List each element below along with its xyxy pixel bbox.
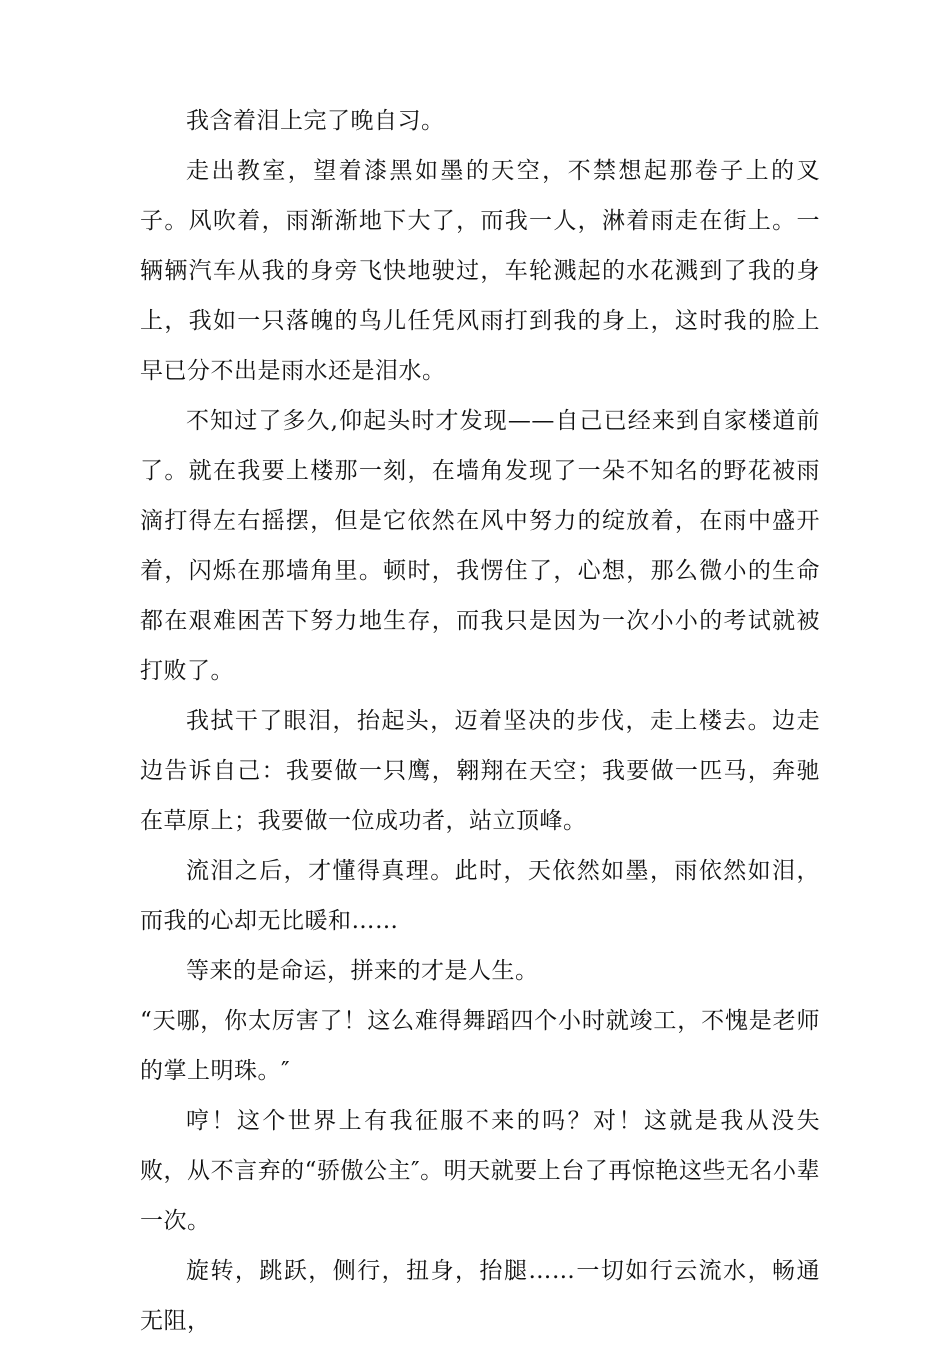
paragraph: 我拭干了眼泪，抬起头，迈着坚决的步伐，走上楼去。边走边告诉自己：我要做一只鹰，翱翔在天空；我要做一匹马，奔驰在草原上；我要做一位成功者，站立顶峰。 [140,708,820,834]
paragraph: 不知过了多久,仰起头时才发现——自己已经来到自家楼道前了。就在我要上楼那一刻，在墙角发现了一朵不知名的野花被雨滴打得左右摇摆，但是它依然在风中努力的绽放着，在雨中盛开着，闪烁在那墙角里。顿时，我愣住了，心想，那么微小的生命都在艰难困苦下努力地生存，而我只是因为一次小小的考试就被打败了。 [140,408,820,684]
paragraph: 走出教室，望着漆黑如墨的天空，不禁想起那卷子上的叉子。风吹着，雨渐渐地下大了，而我一人，淋着雨走在街上。一辆辆汽车从我的身旁飞快地驶过，车轮溅起的水花溅到了我的身上，我如一只落魄的鸟儿任凭风雨打到我的身上，这时我的脸上早已分不出是雨水还是泪水。 [140,158,820,384]
paragraph: 我含着泪上完了晚自习。 [186,108,445,134]
paragraph: 哼！这个世界上有我征服不来的吗？对！这就是我从没失败，从不言弃的“骄傲公主″。明天就要上台了再惊艳这些无名小辈一次。 [140,1108,820,1234]
document-body [140,96,820,1346]
paragraph: 等来的是命运，拼来的才是人生。 [186,958,539,984]
paragraph: “天哪，你太厉害了！这么难得舞蹈四个小时就竣工，不愧是老师的掌上明珠。″ [140,1008,820,1084]
paragraph: 旋转，跳跃，侧行，扭身，抬腿……一切如行云流水，畅通无阻， [140,1258,820,1334]
paragraph: 流泪之后，才懂得真理。此时，天依然如墨，雨依然如泪，而我的心却无比暖和…… [140,858,820,934]
